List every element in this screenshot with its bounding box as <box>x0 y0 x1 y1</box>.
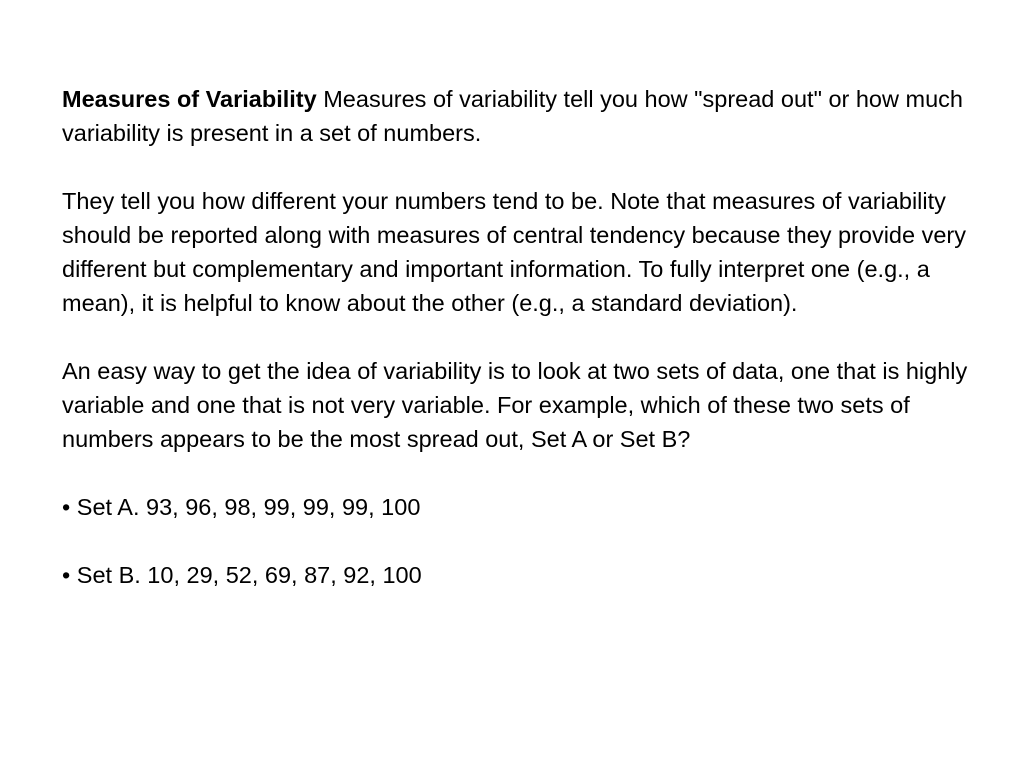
slide-content <box>62 82 992 626</box>
paragraph-central-tendency: They tell you how different your numbers tend to be. Note that measures of variability should be reported along with measures of central tendency because they provide very different but complementary and important information. To fully interpret one (e.g., a mean), it is helpful to know about the other (e.g., a standard deviation). <box>62 188 966 316</box>
bullet-set-b <box>62 558 992 592</box>
bullet-icon: • <box>62 562 71 588</box>
paragraph-example-question: An easy way to get the idea of variability is to look at two sets of data, one that is highly variable and one that is not very variable. For example, which of these two sets of numbers appears to be the most spread out, Set A or Set B? <box>62 358 968 452</box>
intro-text: Measures of variability tell you how "spread out" or how much variability is present in a set of numbers. <box>62 86 963 146</box>
intro-paragraph <box>62 82 992 150</box>
bullet-text-set-a: Set A. 93, 96, 98, 99, 99, 99, 100 <box>76 494 421 520</box>
heading-measures-of-variability: Measures of Variability <box>62 86 317 112</box>
bullet-set-a <box>62 490 992 524</box>
bullet-text-set-b: Set B. 10, 29, 52, 69, 87, 92, 100 <box>76 562 422 588</box>
bullet-icon: • <box>62 494 71 520</box>
